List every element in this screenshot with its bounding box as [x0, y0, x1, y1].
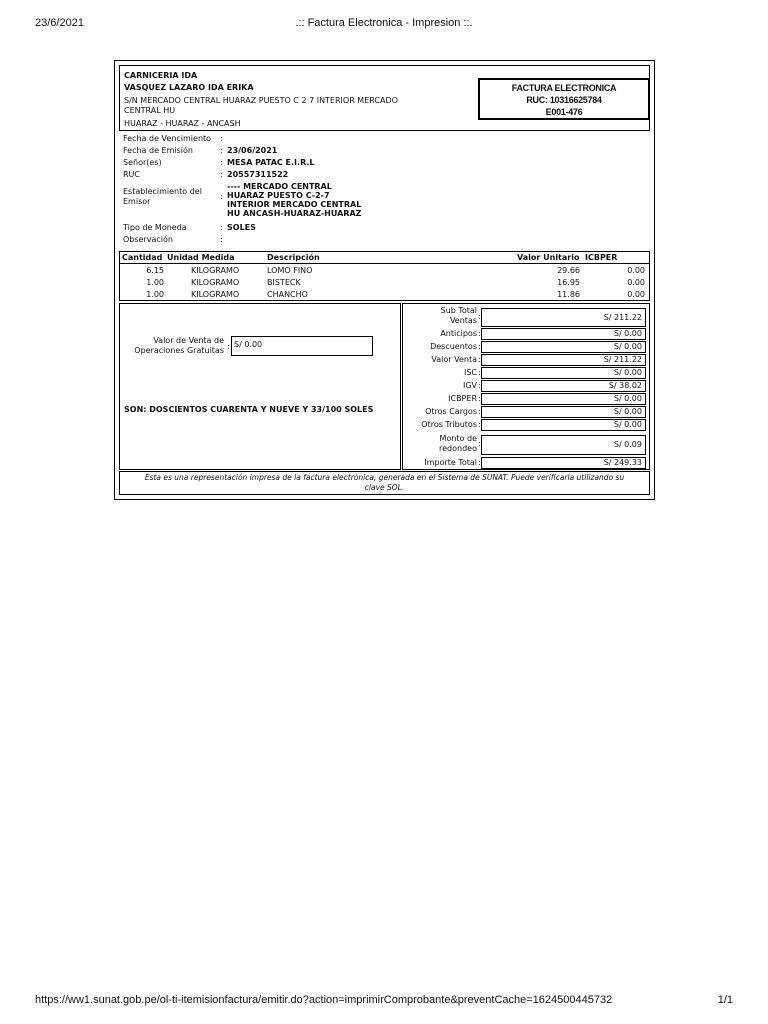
- issuer-block: [124, 70, 424, 130]
- print-date: 23/6/2021: [35, 17, 84, 29]
- total-value: S/ 0.00: [481, 341, 646, 353]
- total-label: Descuentos: [430, 342, 477, 351]
- print-header: [0, 17, 768, 31]
- invoice-header: [119, 65, 650, 131]
- issuer-trade-name: CARNICERIA IDA: [124, 71, 198, 80]
- document-number: E001-476: [545, 107, 583, 117]
- col-header-unidad: Unidad Medida: [167, 253, 235, 262]
- total-row-redondeo: Monto de redondeo : S/ 0.09: [403, 434, 651, 456]
- issuer-address: S/N MERCADO CENTRAL HUARAZ PUESTO C 2 7 INTERIOR MERCADO CENTRAL HU: [124, 96, 398, 115]
- items-table: Cantidad Unidad Medida Descripción Valor Unitario ICBPER 6.15 KILOGRAMO LOMO FINO 29.66 0.00 1.00 KILOGRAMO BISTECK 16.95 0.00 1.00 KILOGRAMO CHANCHO 11.86 0.00: [119, 251, 650, 301]
- document-type: FACTURA ELECTRONICA: [511, 83, 617, 93]
- col-header-cantidad: Cantidad: [122, 253, 163, 262]
- sunat-disclaimer: Esta es una representación impresa de la factura electrónica, generada en el Sistema de SUNAT. Puede verificarla utilizando su clave SOL.: [119, 471, 650, 495]
- total-value: S/ 0.00: [481, 367, 646, 379]
- total-value: S/ 0.00: [481, 328, 646, 340]
- total-value: S/ 0.00: [481, 393, 646, 405]
- print-title: .:: Factura Electronica - Impresion ::.: [295, 17, 473, 29]
- col-header-valor-unitario: Valor Unitario: [517, 253, 580, 262]
- total-label: Importe Total: [424, 458, 477, 467]
- total-label: Sub Total Ventas: [440, 306, 477, 325]
- total-value: S/ 0.00: [481, 406, 646, 418]
- info-value: 20557311522: [227, 170, 289, 179]
- info-label: Establecimiento del Emisor: [123, 187, 202, 206]
- total-label: ICBPER: [448, 394, 477, 403]
- issuer-ruc: RUC: 10316625784: [526, 95, 602, 105]
- total-label: Otros Cargos: [425, 407, 477, 416]
- info-value: ---- MERCADO CENTRAL HUARAZ PUESTO C-2-7 INTERIOR MERCADO CENTRAL HU ANCASH-HUARAZ-HUARAZ: [227, 182, 362, 218]
- total-value: S/ 0.09: [481, 435, 646, 455]
- invoice-document: CARNICERIA IDA VASQUEZ LAZARO IDA ERIKA S/N MERCADO CENTRAL HUARAZ PUESTO C 2 7 INTERIOR MERCADO CENTRAL HU HUARAZ - HUARAZ - ANCASH FACTURA ELECTRONICA RUC: 10316625784 E001-476 Fecha de Vencimiento : Fecha de Emisión : 23/06/2021 Señor(es) : MESA PATAC E.I.R.L RUC : 20557311522 Establecimiento del Emisor : ---- MERCADO CENTRAL HUARAZ PUESTO C-2-7 INTERIOR MERCADO CENTRAL HU ANCASH-HUARAZ-HUARAZ Tipo de Moneda : SOLES Observación : Cantidad Unidad Medida Descripción Valor Unitario ICBPER 6.15 KILOGRAMO LOMO FINO 29.66 0.00 1.00 KILOGRAMO BISTECK 16.95 0.00 1.00 KILOGRAMO CHANCHO 11.86 0.00 Valor de Venta de Operaciones Gratuitas : S/ 0.00 SON: DOSCIENTOS CUARENTA Y NUEVE Y 33/100 SOLES Sub Total Ventas : S/ 211.22 Anticipos : S/ 0.00 Descuentos : S/ 0.00 Valor Venta : S/ 211.22 ISC : S/ 0.00 IGV : S/ 38.02 ICBPER : S/ 0.00 Otros Cargos : S/ 0.00 Otros Tributos : S/ 0.00 Monto de redondeo : S/ 0.09 Importe Total : S/ 249.33 Esta es una representación impresa de la factura electrónica, generada en el Sistema de SUNAT. Puede verificarla utilizando su clave SOL.: [114, 60, 655, 500]
- col-header-icbper: ICBPER: [585, 253, 618, 262]
- total-row-subtotal: Sub Total Ventas : S/ 211.22: [403, 306, 651, 326]
- info-label: Fecha de Vencimiento: [123, 134, 212, 143]
- totals-panel: Sub Total Ventas : S/ 211.22 Anticipos : S/ 0.00 Descuentos : S/ 0.00 Valor Venta : S/ 211.22 ISC : S/ 0.00 IGV : S/ 38.02 ICBPER : S/ 0.00 Otros Cargos : S/ 0.00 Otros Tributos : S/ 0.00 Monto de redondeo : S/ 0.09 Importe Total : S/ 249.33: [402, 303, 650, 470]
- info-value: 23/06/2021: [227, 146, 278, 155]
- total-label: Monto de redondeo: [439, 434, 477, 453]
- total-value: S/ 211.22: [481, 308, 646, 327]
- info-value: SOLES: [227, 223, 256, 232]
- print-url: https://ww1.sunat.gob.pe/ol-ti-itemisionfactura/emitir.do?action=imprimirComprobante&preventCache=1624500445732: [35, 994, 613, 1006]
- amount-in-words: SON: DOSCIENTOS CUARENTA Y NUEVE Y 33/100 SOLES: [124, 405, 374, 414]
- info-label: Fecha de Emisión: [123, 146, 193, 155]
- info-label: Señor(es): [123, 158, 162, 167]
- total-label: Otros Tributos: [421, 420, 477, 429]
- total-label: Valor Venta: [431, 355, 477, 364]
- total-label: Anticipos: [440, 329, 477, 338]
- print-footer: [0, 994, 768, 1008]
- print-page-number: 1/1: [717, 994, 733, 1006]
- total-label: ISC: [463, 368, 477, 377]
- gratuitas-value: S/ 0.00: [231, 336, 373, 356]
- total-value: S/ 211.22: [481, 354, 646, 366]
- gratuitas-label: Valor de Venta de Operaciones Gratuitas: [134, 336, 224, 355]
- total-value: S/ 0.00: [481, 419, 646, 431]
- items-header-divider: [120, 263, 649, 264]
- info-label: RUC: [123, 170, 140, 179]
- total-value: S/ 38.02: [481, 380, 646, 392]
- document-id-box: [478, 78, 650, 120]
- col-header-descripcion: Descripción: [267, 253, 320, 262]
- total-value: S/ 249.33: [481, 457, 646, 469]
- info-label: Tipo de Moneda: [123, 223, 187, 232]
- issuer-owner: VASQUEZ LAZARO IDA ERIKA: [124, 83, 254, 92]
- total-label: IGV: [462, 381, 477, 390]
- issuer-city: HUARAZ - HUARAZ - ANCASH: [124, 119, 241, 128]
- info-value: MESA PATAC E.I.R.L: [227, 158, 315, 167]
- summary-left: Valor de Venta de Operaciones Gratuitas : S/ 0.00 SON: DOSCIENTOS CUARENTA Y NUEVE Y 33/100 SOLES: [119, 303, 401, 470]
- info-label: Observación: [123, 235, 173, 244]
